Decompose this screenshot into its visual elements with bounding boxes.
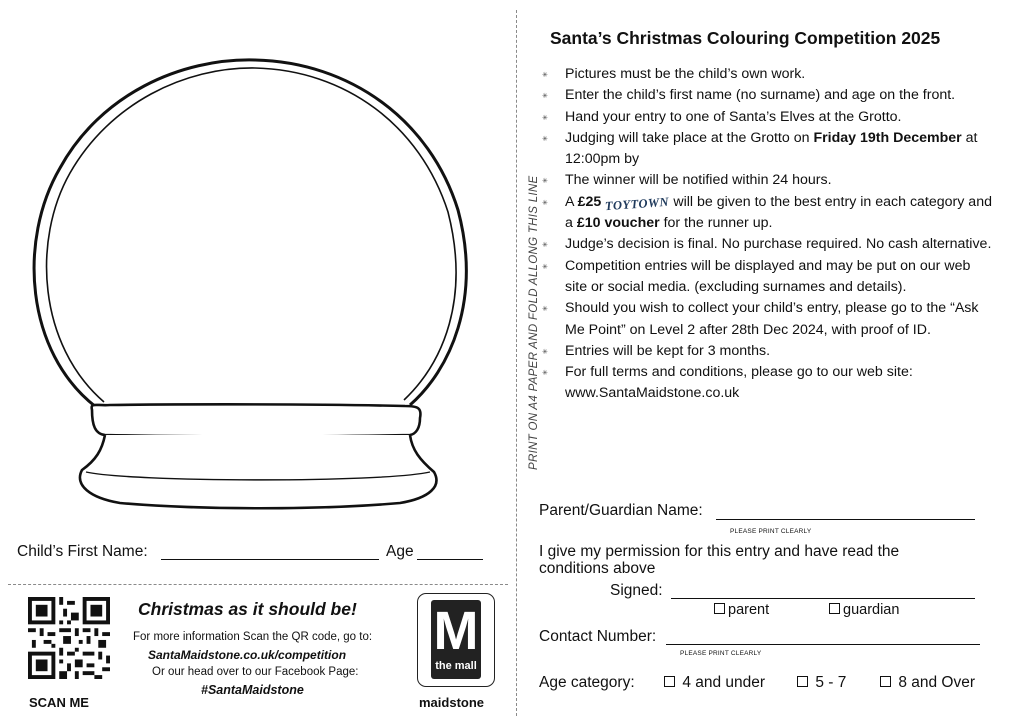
- child-first-name-label: Child’s First Name:: [17, 543, 148, 560]
- age-label: Age: [386, 543, 414, 560]
- child-first-name-field[interactable]: [161, 559, 379, 560]
- cut-line: [8, 584, 508, 585]
- tagline: Christmas as it should be!: [138, 599, 357, 619]
- print-clearly-note: PLEASE PRINT CLEARLY: [680, 650, 762, 657]
- parent-checkbox[interactable]: parent: [714, 602, 769, 618]
- rule-item: ✳ Entries will be kept for 3 months.: [542, 341, 992, 362]
- rules-list: [542, 64, 992, 405]
- competition-title: Santa’s Christmas Colouring Competition 2025: [550, 28, 941, 48]
- age-option-4-under[interactable]: 4 and under: [664, 674, 765, 692]
- rule-item: ✳ Hand your entry to one of Santa’s Elves at the Grotto.: [542, 107, 992, 128]
- rule-item: ✳ Judge’s decision is final. No purchase required. No cash alternative.: [542, 234, 992, 255]
- contact-number-field[interactable]: [666, 644, 980, 645]
- checkbox-icon: [664, 676, 675, 687]
- checkbox-icon: [880, 676, 891, 687]
- toytown-logo: TOYTOWN: [604, 194, 670, 214]
- signed-label: Signed:: [610, 582, 663, 599]
- hashtag: #SantaMaidstone: [201, 683, 304, 697]
- fold-line: [516, 10, 517, 716]
- facebook-line: Or our head over to our Facebook Page:: [152, 666, 359, 678]
- checkbox-icon: [797, 676, 808, 687]
- rule-item: ✳ Enter the child’s first name (no surname) and age on the front.: [542, 85, 992, 106]
- rule-item: ✳ Judging will take place at the Grotto on Friday 19th December at 12:00pm by: [542, 128, 992, 171]
- info-line: For more information Scan the QR code, go to:: [133, 631, 373, 643]
- guardian-name-field[interactable]: [716, 519, 975, 520]
- print-clearly-note: PLEASE PRINT CLEARLY: [730, 528, 812, 535]
- signature-field[interactable]: [671, 598, 975, 599]
- rule-item: ✳ The winner will be notified within 24 hours.: [542, 170, 992, 191]
- logo-letter: M: [433, 601, 479, 661]
- permission-text: I give my permission for this entry and have read the conditions above: [539, 543, 900, 577]
- age-field[interactable]: [417, 559, 483, 560]
- rule-item: ✳ A £25 TOYTOWN will be given to the best entry in each category and a £10 voucher for the runner up.: [542, 192, 992, 235]
- rule-item: ✳ For full terms and conditions, please go to our web site: www.SantaMaidstone.co.uk: [542, 362, 992, 405]
- guardian-name-label: Parent/Guardian Name:: [539, 502, 703, 519]
- rule-item: ✳ Pictures must be the child’s own work.: [542, 64, 992, 85]
- scan-me-label: SCAN ME: [29, 695, 89, 710]
- mall-logo: [417, 593, 495, 687]
- checkbox-icon: [829, 603, 840, 614]
- age-option-5-7[interactable]: 5 - 7: [797, 674, 846, 692]
- qr-code: [28, 597, 110, 679]
- age-category-label: Age category:: [539, 674, 635, 691]
- rule-item: ✳ Should you wish to collect your child’s entry, please go to the “Ask Me Point” on Level 2 after 28th Dec 2024, with proof of ID.: [542, 298, 992, 341]
- competition-url[interactable]: SantaMaidstone.co.uk/competition: [148, 648, 347, 662]
- fold-instruction: PRINT ON A4 PAPER AND FOLD ALLONG THIS LINE: [528, 175, 540, 470]
- contact-number-label: Contact Number:: [539, 628, 657, 645]
- checkbox-icon: [714, 603, 725, 614]
- logo-caption: maidstone: [419, 695, 485, 710]
- guardian-checkbox[interactable]: guardian: [829, 602, 899, 618]
- age-option-8-over[interactable]: 8 and Over: [880, 674, 975, 692]
- logo-text: the mall: [435, 660, 477, 672]
- snow-globe-drawing: [20, 40, 500, 520]
- rule-item: ✳ Competition entries will be displayed and may be put on our web site or social media. (excluding surnames and details).: [542, 256, 992, 299]
